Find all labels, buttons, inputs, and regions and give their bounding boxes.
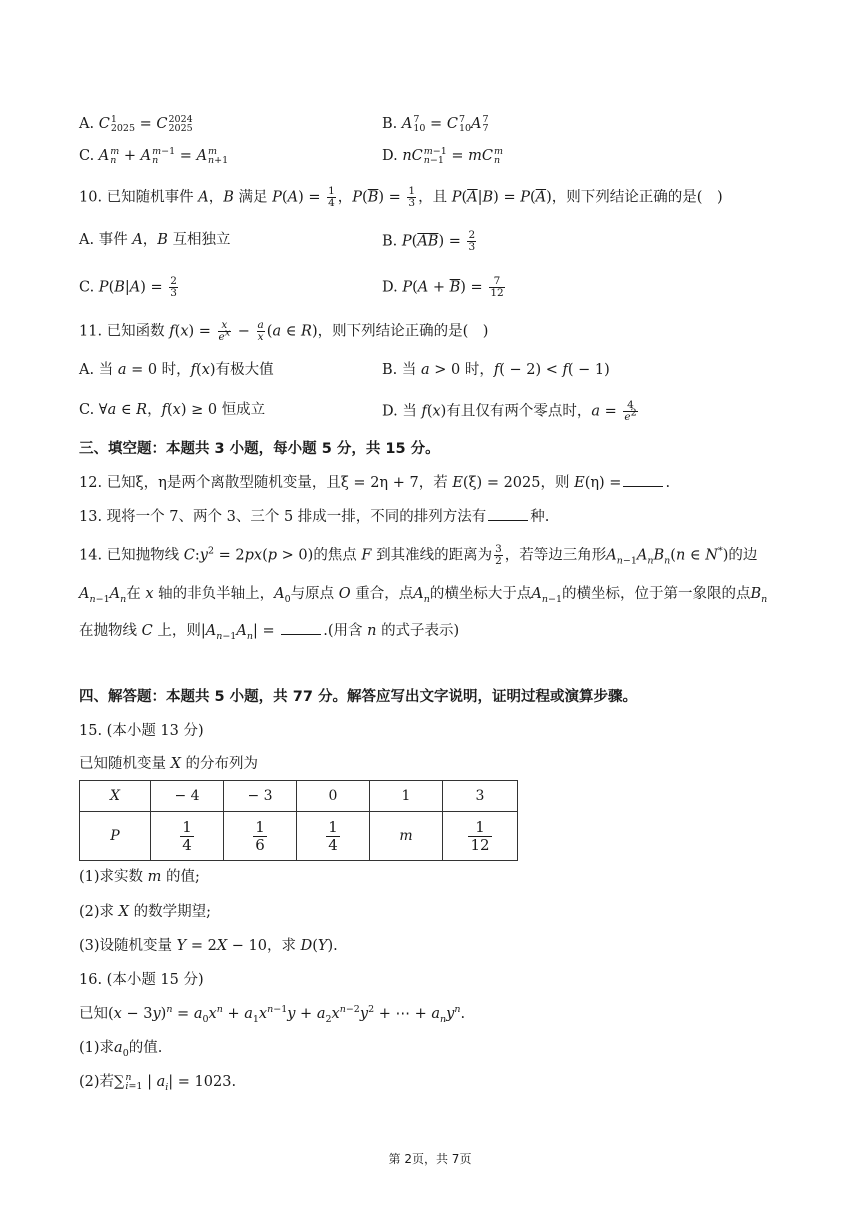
- q10-option-b: B. $P(\overline{AB})$ = $\frac{2}{3}$: [382, 229, 476, 253]
- answer-blank[interactable]: [281, 620, 321, 635]
- q11-option-d: D. 当 f(x)有且仅有两个零点时，a = $\frac{4}{e^2}$: [382, 399, 637, 423]
- q16-intro: 已知$(x - 3y)^n = a_0x^n + a_1x^{n-1}y + a_2x^{n-2}y^2$ + ⋯ + $a_ny^n$.: [79, 1004, 466, 1025]
- table-header-x: X: [80, 781, 151, 812]
- q16-part-1: (1)求$a_0$的值.: [79, 1040, 163, 1059]
- q12: 12. 已知ξ，η是两个离散型随机变量，且ξ = 2η + 7，若 E(ξ) = 2025，则 E(η) = .: [79, 472, 670, 493]
- section-4-heading: 四、解答题：本题共 5 小题，共 77 分。解答应写出文字说明，证明过程或演算步骤。: [79, 689, 637, 705]
- page-footer: 第 2页，共 7页: [388, 1152, 472, 1166]
- q15-intro: 已知随机变量 X 的分布列为: [79, 756, 259, 772]
- q10-option-a: A. 事件 A，B 互相独立: [79, 232, 231, 248]
- table-cell: m: [370, 812, 443, 861]
- table-cell: 1: [370, 781, 443, 812]
- table-cell: $\frac{1}{4}$: [151, 812, 224, 861]
- q14-line-1: 14. 已知抛物线 $C:y^2 = 2px(p > 0)$的焦点 F 到其准线的距离为 $\frac{3}{2}$ ，若等边三角形$A_{n-1}A_nB_n(n$ ∈ N*)的边: [79, 543, 758, 567]
- section-3-heading: 三、填空题：本题共 3 小题，每小题 5 分，共 15 分。: [79, 441, 440, 457]
- table-header-p: P: [80, 812, 151, 861]
- q15-part-3: (3)设随机变量 Y = 2X − 10，求 D(Y).: [79, 938, 338, 954]
- distribution-table: [79, 780, 518, 861]
- q15-part-1: (1)求实数 m 的值;: [79, 869, 200, 885]
- q11-option-a: A. 当 a = 0 时，f(x)有极大值: [79, 362, 274, 378]
- answer-blank[interactable]: [623, 472, 663, 487]
- q10-option-d: D. $P(A + \overline{B})$ = $\frac{7}{12}$: [382, 275, 504, 299]
- q13: 13. 现将一个 7、两个 3、三个 5 排成一排，不同的排列方法有 种.: [79, 506, 549, 527]
- q9-option-c: C. A m n + A m−1 n = A m n+1: [79, 146, 229, 166]
- q9-option-a: A. C 1 2025 = C 2024 2025: [79, 114, 193, 134]
- q9-option-b: B. A 7 10 = C 7 10 A 7 7: [382, 114, 489, 134]
- q9-option-d: D. nC m−1 n−1 = mC m n: [382, 146, 504, 166]
- table-cell: − 4: [151, 781, 224, 812]
- table-cell: $\frac{1}{4}$: [297, 812, 370, 861]
- q15-heading: 15. (本小题 13 分): [79, 723, 204, 739]
- q15-part-2: (2)求 X 的数学期望;: [79, 904, 211, 920]
- q11-option-c: C. ∀a ∈ R，f(x) ≥ 0 恒成立: [79, 402, 266, 418]
- q16-part-2: (2)若∑ n i=1 | $a_i| = 1023$.: [79, 1072, 237, 1093]
- q10-option-c: C. P(B|A) = $\frac{2}{3}$: [79, 275, 177, 299]
- table-cell: $\frac{1}{6}$: [224, 812, 297, 861]
- table-cell: $\frac{1}{12}$: [443, 812, 518, 861]
- q11-stem: 11. 已知函数 f(x) = $\frac{x}{e^x}$ − $\frac{a}{x}$ (a ∈ R)，则下列结论正确的是( ): [79, 319, 489, 343]
- q14-line-3: 在抛物线 C 上，则$|A_{n-1}A_n|$ = .(用含 n 的式子表示): [79, 620, 459, 641]
- table-cell: 0: [297, 781, 370, 812]
- answer-blank[interactable]: [488, 506, 528, 521]
- q10-stem: 10. 已知随机事件 A，B 满足 P(A) = $\frac{1}{4}$ ，$P(\overline{B})$ = $\frac{1}{3}$ ，且 $P(\overline{A}|B) = P(\overline{A})$，则下列结论正确的是( ): [79, 185, 723, 209]
- q14-line-2: $A_{n-1}A_n$在 x 轴的非负半轴上，$A_0$与原点 O 重合，点$A_n$的横坐标大于点$A_{n-1}$的横坐标，位于第一象限的点$B_n$: [79, 586, 768, 605]
- table-cell: − 3: [224, 781, 297, 812]
- table-cell: 3: [443, 781, 518, 812]
- q16-heading: 16. (本小题 15 分): [79, 972, 204, 988]
- q11-option-b: B. 当 a > 0 时，f( − 2) < f( − 1): [382, 362, 610, 378]
